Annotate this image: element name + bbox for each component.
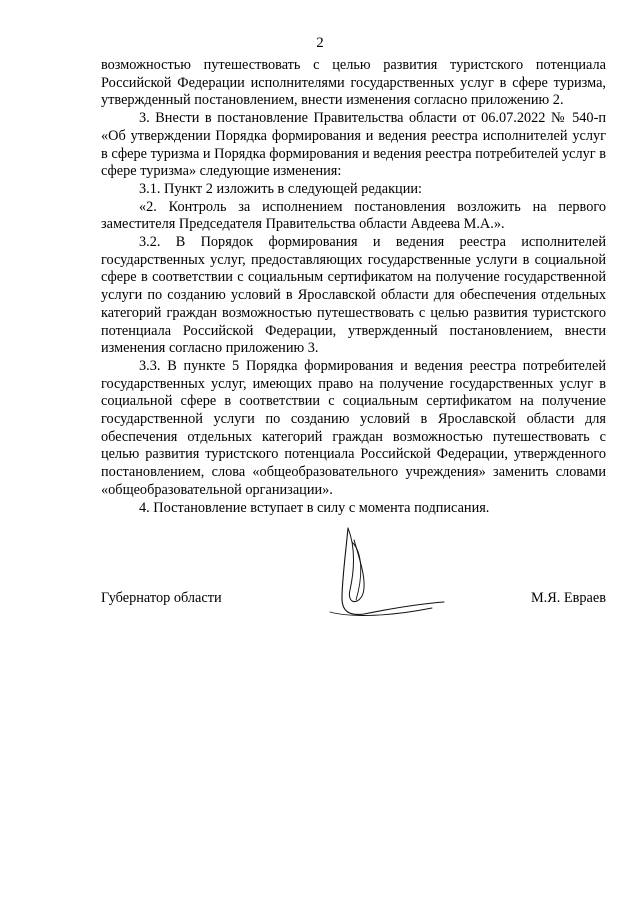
signatory-name: М.Я. Евраев [530,590,606,606]
paragraph-item-3-3: 3.3. В пункте 5 Порядка формирования и ведения реестра потребителей государственных услуг, имеющих право на получение государственных услуг в социальной сфере в соответствии с социальным сертификатом на получение государственной услуги по созданию условий в Ярославской области для обеспечения отдельных категорий граждан возможностью путешествовать с целью развития туристского потенциала Российской Федерации, утвержденного постановлением, слова «общеобразовательного учреждения» заменить словами «общеобразовательной организации». [101,357,606,498]
document-body [101,57,606,517]
signatory-position: Губернатор области [101,590,222,606]
paragraph-item-3-2: 3.2. В Порядок формирования и ведения реестра исполнителей государственных услуг, предоставляющих государственные услуги в социальной сфере в соответствии с социальным сертификатом на получение государственной услуги по созданию условий в Ярославской области для обеспечения отдельных категорий граждан возможностью путешествовать с целью развития туристского потенциала Российской Федерации, утвержденный постановлением, внести изменения согласно приложению 3. [101,234,606,357]
paragraph-item-3: 3. Внести в постановление Правительства области от 06.07.2022 № 540-п «Об утверждении Порядка формирования и ведения реестра исполнителей услуг в сфере туризма и Порядка формирования и ведения реестра потребителей услуг в сфере туризма» следующие изменения: [101,110,606,180]
paragraph-quoted-item-2: «2. Контроль за исполнением постановления возложить на первого заместителя Председателя Правительства области Авдеева М.А.». [101,198,606,233]
paragraph-continuation: возможностью путешествовать с целью развития туристского потенциала Российской Федерации исполнителями государственных услуг в сфере туризма, утвержденный постановлением, внести изменения согласно приложению 2. [101,57,606,109]
handwritten-signature [312,520,452,630]
page-number: 2 [316,35,324,51]
paragraph-item-3-1: 3.1. Пункт 2 изложить в следующей редакции: [139,180,422,197]
paragraph-item-4: 4. Постановление вступает в силу с момента подписания. [139,499,490,516]
